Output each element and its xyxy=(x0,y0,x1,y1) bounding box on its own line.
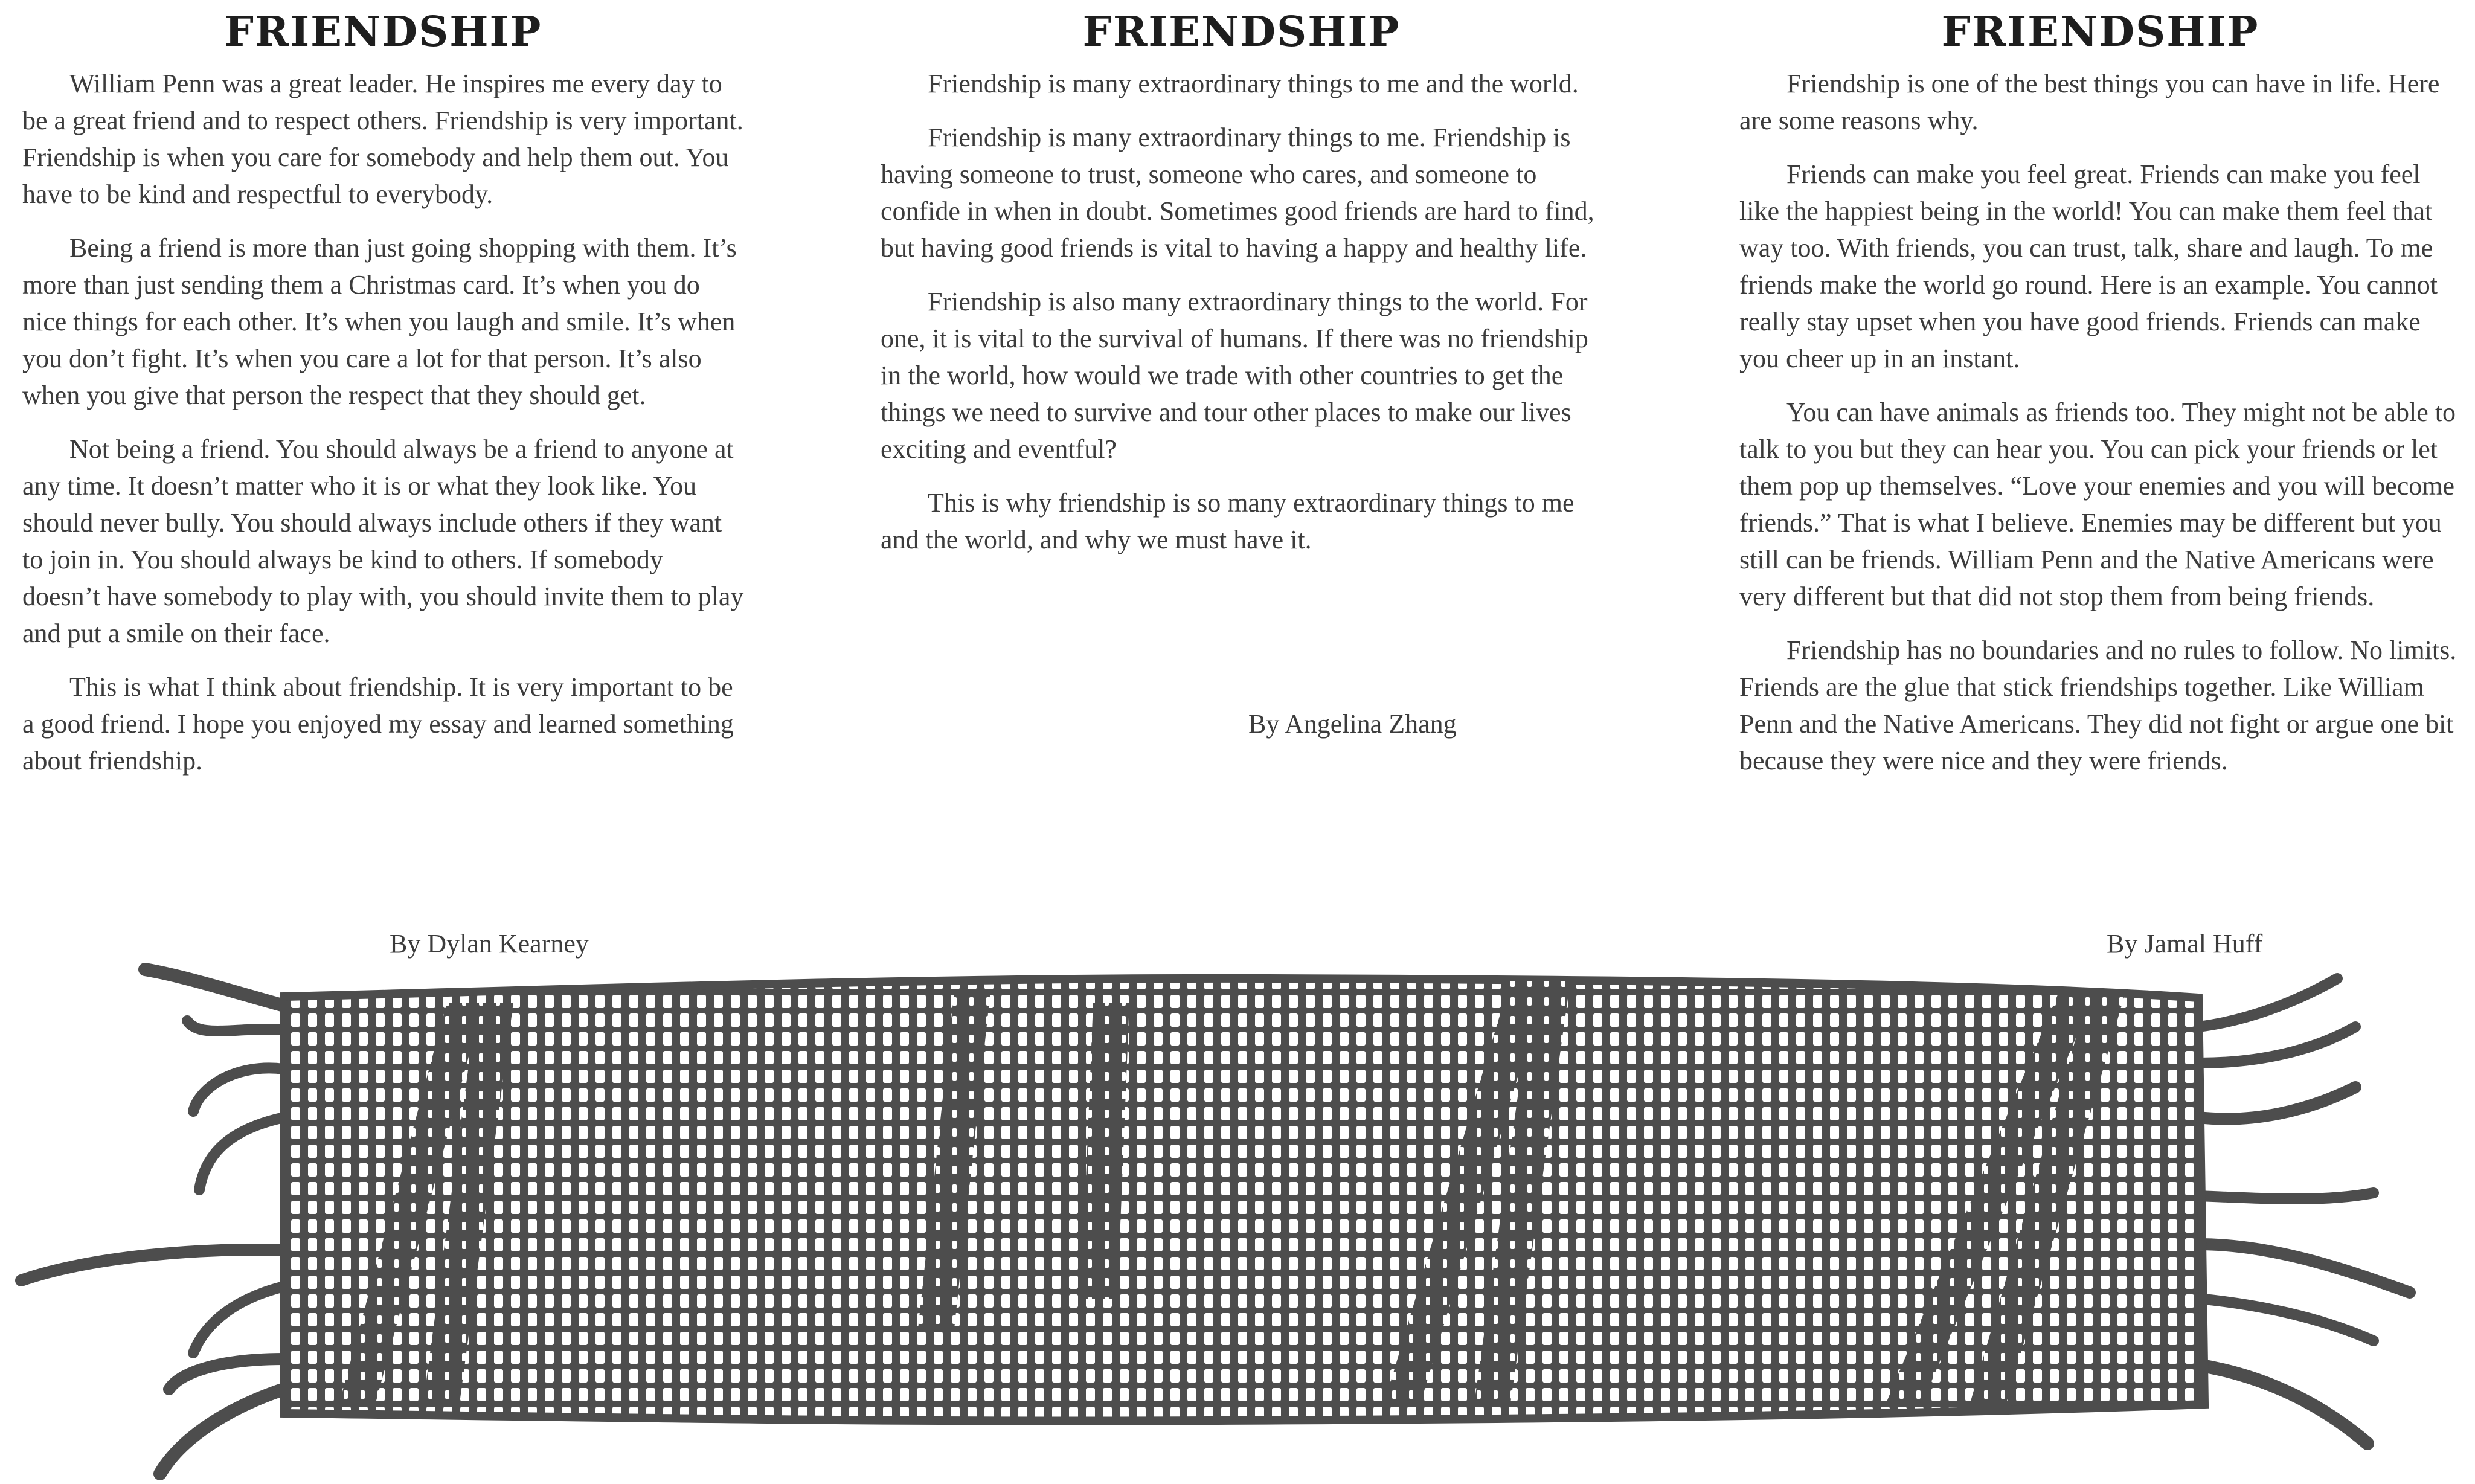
essay-paragraph: William Penn was a great leader. He inspires me every day to be a great friend and to respect others. Friendship is very important. Friendship is when you care for somebody and help them out. You have to be kind and respectful to everybody. xyxy=(22,69,743,209)
essay-paragraph: Not being a friend. You should always be a friend to anyone at any time. It doesn’t matter who it is or what they look like. You should never bully. You should always include others if they want to join in. You should always be kind to others. If somebody doesn’t have somebody to play with, you should invite them to play and put a smile on their face. xyxy=(22,434,744,648)
essay-paragraph: This is why friendship is so many extraordinary things to me and the world, and why we must have it. xyxy=(881,488,1575,554)
essay-byline: By Dylan Kearney xyxy=(390,929,589,959)
essay-column-jamal xyxy=(1739,7,2461,796)
essay-paragraph: Friendship has no boundaries and no rules to follow. No limits. Friends are the glue that stick friendships together. Like William Penn and the Native Americans. They did not fight or argue one bit because they were nice and they were friends. xyxy=(1739,635,2457,776)
essay-paragraph: Friendship is one of the best things you can have in life. Here are some reasons why. xyxy=(1739,69,2440,135)
essay-paragraph: This is what I think about friendship. It is very important to be a good friend. I hope you enjoyed my essay and learned something about friendship. xyxy=(22,672,734,776)
essay-title: FRIENDSHIP xyxy=(224,8,542,56)
essay-column-dylan xyxy=(22,7,744,796)
belt-fringe-left xyxy=(21,969,284,1474)
essay-paragraph: Friendship is many extraordinary things to me. Friendship is having someone to trust, someone who cares, and someone to confide in when in doubt. Sometimes good friends are hard to find, but having good friends is vital to having a happy and healthy life. xyxy=(881,123,1594,263)
wampum-belt-icon xyxy=(0,960,2475,1484)
belt-fringe-right xyxy=(2198,978,2410,1444)
essay-byline: By Jamal Huff xyxy=(2107,929,2263,959)
essay-paragraph: You can have animals as friends too. They might not be able to talk to you but they can hear you. You can pick your friends or let them pop up themselves. “Love your enemies and you will become friends.” That is what I believe. Enemies may be different but you still can be friends. William Penn and the Native Americans were very different but that did not stop them from being friends. xyxy=(1739,397,2456,611)
essay-column-angelina xyxy=(881,7,1602,575)
essay-paragraph: Friendship is many extraordinary things to me and the world. xyxy=(928,69,1579,98)
essay-title: FRIENDSHIP xyxy=(1082,8,1401,56)
essay-byline: By Angelina Zhang xyxy=(1248,709,1457,739)
essay-title: FRIENDSHIP xyxy=(1941,8,2259,56)
essay-paragraph: Being a friend is more than just going shopping with them. It’s more than just sending them a Christmas card. It’s when you do nice things for each other. It’s when you laugh and smile. It’s when you don’t fight. It’s when you care a lot for that person. It’s also when you give that person the respect that they should get. xyxy=(22,233,737,410)
essay-paragraph: Friends can make you feel great. Friends can make you feel like the happiest being in the world! You can make them feel that way too. With friends, you can trust, talk, share and laugh. To me friends make the world go round. Here is an example. You cannot really stay upset when you have good friends. Friends can make you cheer up in an instant. xyxy=(1739,159,2438,373)
essay-paragraph: Friendship is also many extraordinary things to the world. For one, it is vital to the survival of humans. If there was no friendship in the world, how would we trade with other countries to get the things we need to survive and tour other places to make our lives exciting and eventful? xyxy=(881,287,1588,464)
